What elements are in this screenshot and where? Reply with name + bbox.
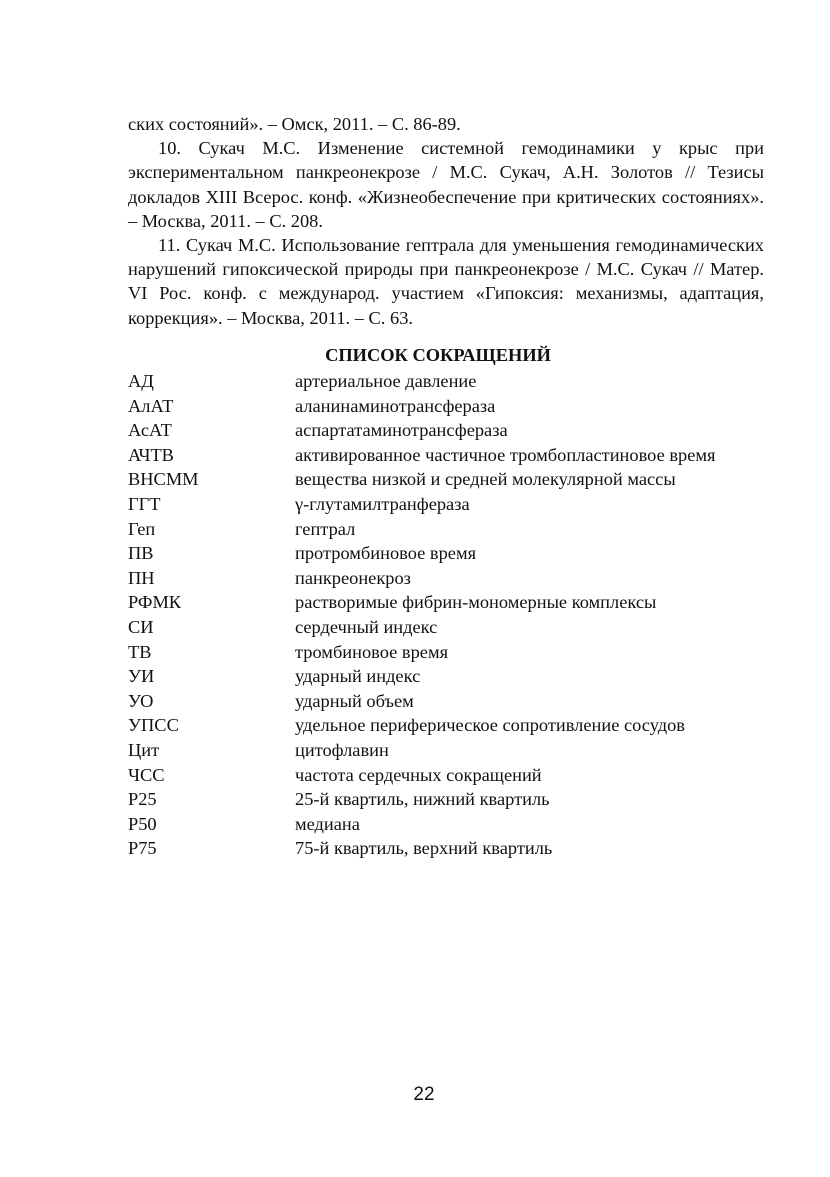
abbreviation-code: УИ <box>128 666 155 687</box>
abbreviation-meaning: 75-й квартиль, верхний квартиль <box>295 838 553 859</box>
abbreviation-row <box>128 369 764 394</box>
abbreviation-meaning: цитофлавин <box>295 739 389 760</box>
reference-continuation: ских состояний». – Омск, 2011. – С. 86-89. <box>128 114 461 134</box>
abbreviation-code: РФМК <box>128 592 182 613</box>
abbreviation-meaning: удельное периферическое сопротивление сосудов <box>295 715 685 736</box>
abbreviation-row <box>128 467 764 492</box>
abbreviation-meaning: сердечный индекс <box>295 616 438 637</box>
reference-list <box>128 112 764 330</box>
abbreviation-row <box>128 541 764 566</box>
abbreviation-code: УПСС <box>128 715 179 736</box>
abbreviation-code: ПВ <box>128 543 154 564</box>
abbreviation-row <box>128 640 764 665</box>
abbreviation-code: P25 <box>128 789 157 810</box>
abbreviation-row <box>128 664 764 689</box>
abbreviation-meaning: панкреонекроз <box>295 567 411 588</box>
abbreviation-code: АсАТ <box>128 420 172 441</box>
abbreviation-row <box>128 738 764 763</box>
abbreviation-row <box>128 787 764 812</box>
abbreviation-meaning: гептрал <box>295 518 356 539</box>
abbreviation-code: УО <box>128 690 154 711</box>
abbreviation-code: P50 <box>128 813 157 834</box>
abbreviation-meaning: артериальное давление <box>295 371 477 391</box>
abbreviation-code: ЧСС <box>128 764 165 785</box>
abbreviation-code: Геп <box>128 518 156 539</box>
abbreviation-meaning: аспартатаминотрансфераза <box>295 420 508 441</box>
abbreviation-code: АД <box>128 371 154 391</box>
abbreviation-row <box>128 713 764 738</box>
abbreviation-row <box>128 590 764 615</box>
abbreviation-row <box>128 812 764 837</box>
reference-item-10: 10. Сукач М.С. Изменение системной гемодинамики у крыс при экспериментальном панкреонекрозе / М.С. Сукач, А.Н. Золотов // Тезисы докладов XIII Всерос. конф. «Жизнеобеспечение при критических состояниях». – Москва, 2011. – С. 208. <box>128 138 764 231</box>
abbreviation-row <box>128 836 764 861</box>
abbreviation-code: АЧТВ <box>128 444 174 465</box>
abbreviation-meaning: тромбиновое время <box>295 641 449 662</box>
abbreviation-code: АлАТ <box>128 395 174 416</box>
abbreviation-code: Цит <box>128 739 160 760</box>
reference-item-11: 11. Сукач М.С. Использование гептрала для уменьшения гемодинамических нарушений гипоксической природы при панкреонекрозе / М.С. Сукач // Матер. VI Рос. конф. с международ. участием «Гипоксия: механизмы, адаптация, коррекция». – Москва, 2011. – С. 63. <box>128 235 764 328</box>
abbreviations-title: СПИСОК СОКРАЩЕНИЙ <box>325 345 551 365</box>
abbreviation-code: ВНСММ <box>128 469 199 490</box>
abbreviation-code: ПН <box>128 567 155 588</box>
abbreviation-code: ТВ <box>128 641 152 662</box>
abbreviation-meaning: растворимые фибрин-мономерные комплексы <box>295 592 657 613</box>
abbreviation-meaning: протромбиновое время <box>295 543 477 564</box>
abbreviation-row <box>128 689 764 714</box>
abbreviation-meaning: аланинаминотрансфераза <box>295 395 496 416</box>
abbreviation-row <box>128 394 764 419</box>
abbreviation-meaning: ударный объем <box>295 690 414 711</box>
abbreviation-row <box>128 443 764 468</box>
abbreviation-row <box>128 492 764 517</box>
abbreviation-code: СИ <box>128 616 154 637</box>
abbreviation-meaning: ударный индекс <box>295 666 421 687</box>
abbreviation-meaning: 25-й квартиль, нижний квартиль <box>295 789 550 810</box>
abbreviation-meaning: вещества низкой и средней молекулярной массы <box>295 469 676 490</box>
abbreviation-meaning: γ-глутамилтранфераза <box>295 493 470 514</box>
abbreviation-meaning: активированное частичное тромбопластиновое время <box>295 444 716 465</box>
abbreviation-meaning: частота сердечных сокращений <box>295 764 542 785</box>
abbreviation-row <box>128 763 764 788</box>
abbreviation-code: P75 <box>128 838 157 859</box>
abbreviation-row <box>128 418 764 443</box>
page-number: 22 <box>413 1084 435 1105</box>
abbreviation-row <box>128 517 764 542</box>
abbreviation-row <box>128 566 764 591</box>
abbreviation-row <box>128 615 764 640</box>
abbreviations-list <box>128 369 764 861</box>
abbreviation-meaning: медиана <box>295 813 360 834</box>
abbreviation-code: ГГТ <box>128 493 161 514</box>
